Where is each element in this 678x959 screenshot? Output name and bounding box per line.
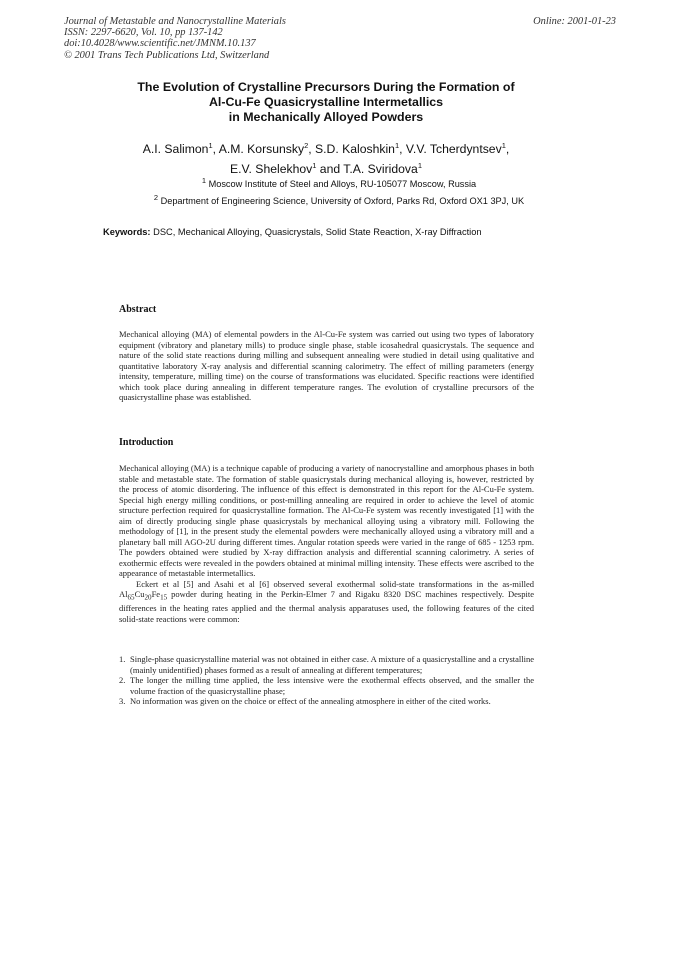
paper-title (64, 80, 588, 125)
list-text: Single-phase quasicrystalline material was not obtained in either case. A mixture of a quasicrystalline and a crystalline (mainly unidentified) phases formed as a result of annealing at different temperatures; (130, 654, 534, 675)
observations-list (119, 654, 534, 707)
journal-name: Journal of Metastable and Nanocrystalline Materials (64, 16, 286, 27)
author-separator: , (505, 142, 510, 157)
issn: ISSN: 2297-6620, Vol. 10, pp 137-142 (64, 27, 223, 39)
list-text: No information was given on the choice or effect of the annealing atmosphere in either of the cited works. (130, 696, 491, 706)
list-number: 2. (119, 675, 126, 685)
list-item (119, 654, 534, 675)
list-text: The longer the milling time applied, the less intensive were the exothermal effects observed, and the smaller the volume fraction of the quasicrystalline phase; (130, 675, 534, 696)
list-item (119, 675, 534, 696)
affiliation-text: Moscow Institute of Steel and Alloys, RU-105077 Moscow, Russia (208, 179, 477, 190)
keywords (103, 227, 623, 237)
formula-element: Fe (151, 589, 161, 599)
author-affiliation-mark: 1 (394, 141, 400, 150)
journal-header (64, 16, 616, 61)
author-name: E.V. Shelekhov (230, 161, 313, 176)
author-affiliation-mark: 2 (304, 141, 309, 150)
subscript: 20 (144, 593, 152, 602)
abstract-paragraph: Mechanical alloying (MA) of elemental powders in the Al-Cu-Fe system was carried out using two types of laboratory equipment (vibratory and planetary mills) to produce single phase, stable icosahedral quasicrystals. The sequence and nature of the solid state reactions during milling and subsequent annealing were studied in detail using qualitative and quantitative laboratory X-ray analysis and differential scanning calorimetry. The effect of milling parameters (energy intensity, temperature, milling time) on the course of transformations was elucidated. Specific reactions were identified which took place during annealing in different temperature ranges. The evolution of crystalline precursors of the quasicrystalline phase was established. (119, 329, 534, 402)
author-separator: , (308, 142, 316, 157)
author-list (64, 138, 588, 177)
paragraph-text: Eckert et al [5] and Asahi et al [6] observed several exothermal solid-state transformations in the as-milled Al (119, 578, 534, 599)
doi: doi:10.4028/www.scientific.net/JMNM.10.137 (64, 38, 256, 50)
list-item (119, 696, 534, 707)
affiliation-1 (39, 176, 639, 189)
list-number: 1. (119, 654, 126, 664)
abstract-body (119, 329, 534, 403)
author-line-2 (64, 158, 588, 178)
author-name: S.D. Kaloshkin (315, 142, 395, 157)
affiliation-2 (39, 193, 639, 206)
author-name: V.V. Tcherdyntsev (405, 142, 502, 157)
keywords-label: Keywords: (103, 227, 151, 237)
author-name: A.I. Salimon (142, 142, 209, 157)
author-line-1 (64, 138, 588, 158)
introduction-paragraph-1: Mechanical alloying (MA) is a technique capable of producing a variety of nanocrystalline and amorphous phases in both stable and metastable state. The formation of stable quasicrystals during mechanical alloying is, however, restricted by the process of atomic disordering. The influence of this effect is demonstrated in this report for the Al-Cu-Fe system. Special high energy milling conditions, or post-milling annealing are required in order to achieve the level of atomic structure perfection required for quasicrystalline formation. The Al-Cu-Fe system was recently investigated [1] with the aim of directly producing single phase quasicrystals by mechanical alloying using a vibratory mill. Following the methodology of [1], in the present study the elemental powders were mechanically alloyed using a vibratory mill and a planetary ball mill AGO-2U during different times. Angular rotation speeds were varied in the range of 685 - 1253 rpm. The powders obtained were studied by X-ray diffraction analysis and differential scanning calorimetry. A series of exothermic effects were revealed in the powders obtained at minimal milling intensity. These effects were ascribed to the appearance of metastable intermetallics. (119, 463, 534, 578)
author-affiliation-mark: 1 (417, 160, 422, 170)
author-separator: , (212, 142, 219, 157)
copyright: © 2001 Trans Tech Publications Ltd, Switzerland (64, 49, 270, 61)
affiliation-mark: 2 (153, 193, 159, 202)
author-separator: , (399, 142, 406, 157)
online-date: Online: 2001-01-23 (533, 16, 616, 27)
list-number: 3. (119, 696, 126, 706)
author-name: T.A. Sviridova (343, 161, 418, 176)
paragraph-text: powder during heating in the Perkin-Elmer 7 and Rigaku 8320 DSC machines respectively. Despite differences in the heating rates applied and the thermal analysis apparatuses used, the following features of the cited solid-state reactions were common: (119, 589, 534, 624)
introduction-heading: Introduction (119, 437, 174, 448)
formula-element: Cu (134, 589, 145, 599)
introduction-paragraph-2 (119, 579, 534, 625)
author-separator: and (316, 161, 344, 176)
author-name: A.M. Korsunsky (218, 142, 305, 157)
title-line: The Evolution of Crystalline Precursors During the Formation of (137, 80, 515, 94)
subscript: 15 (160, 593, 168, 602)
title-line: in Mechanically Alloyed Powders (228, 110, 424, 124)
keywords-text: DSC, Mechanical Alloying, Quasicrystals, Solid State Reaction, X-ray Diffraction (153, 227, 482, 237)
affiliation-text: Department of Engineering Science, University of Oxford, Parks Rd, Oxford OX1 3PJ, UK (160, 196, 525, 207)
abstract-heading: Abstract (119, 304, 157, 315)
introduction-body (119, 463, 534, 624)
title-line: Al-Cu-Fe Quasicrystalline Intermetallics (208, 95, 444, 109)
affiliation-mark: 1 (201, 176, 206, 185)
author-affiliation-mark: 1 (312, 160, 317, 170)
author-affiliation-mark: 1 (501, 141, 506, 150)
subscript: 65 (127, 593, 135, 602)
author-affiliation-mark: 1 (208, 141, 213, 150)
